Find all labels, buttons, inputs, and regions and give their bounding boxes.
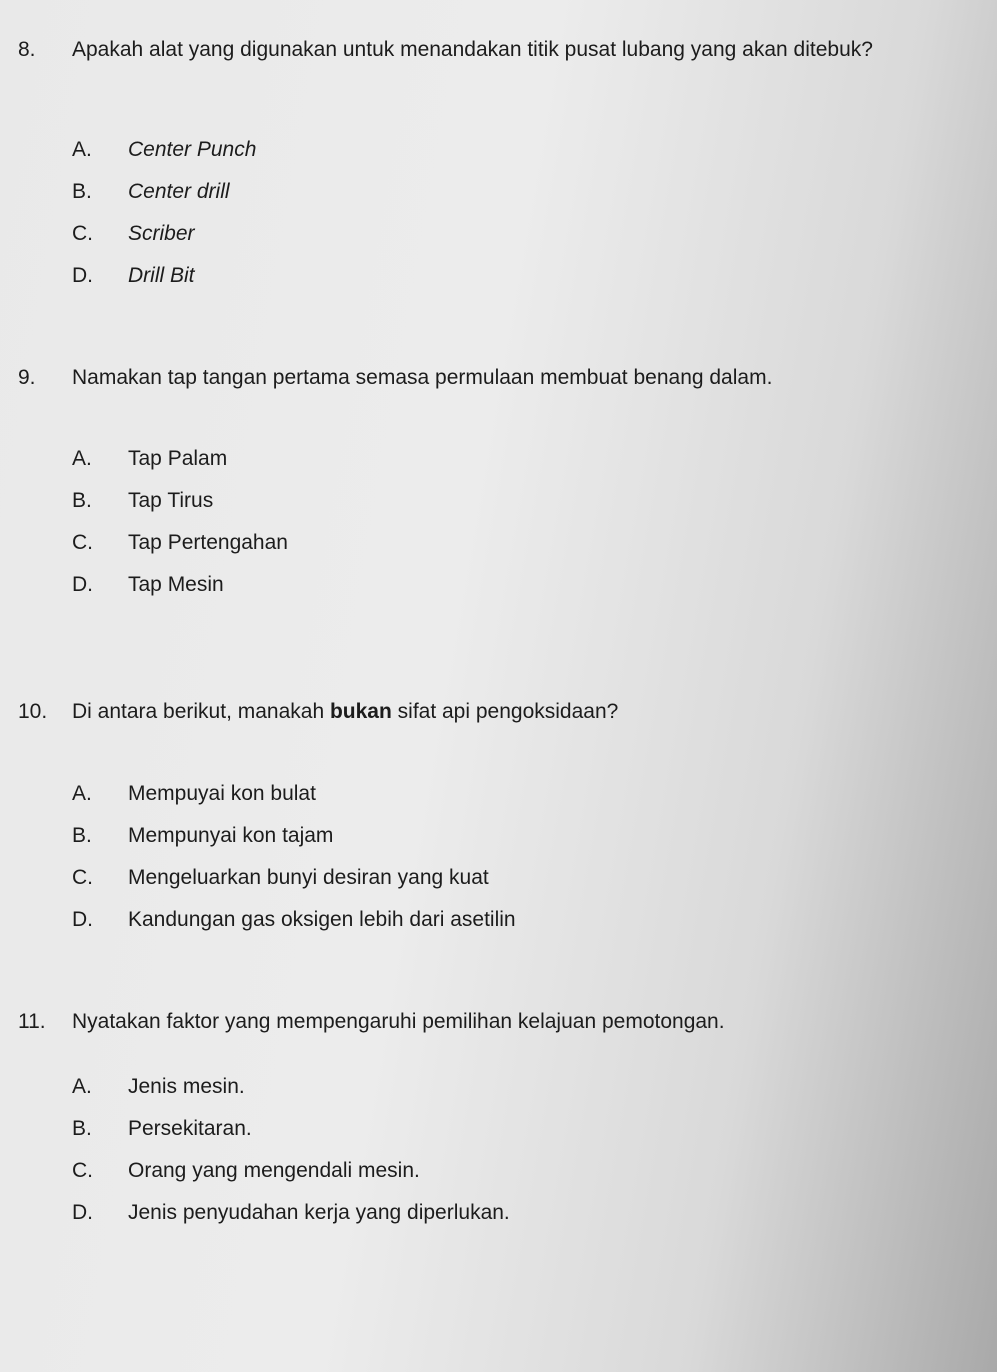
question-9 — [18, 362, 948, 596]
question-8-options — [72, 129, 256, 297]
option-text: Persekitaran. — [128, 1117, 252, 1140]
question-11-stem — [18, 1006, 948, 1038]
option-c[interactable] — [72, 213, 256, 255]
option-c[interactable] — [72, 857, 516, 899]
option-letter: D. — [72, 1201, 93, 1224]
question-10 — [18, 696, 948, 931]
question-number: 10. — [18, 700, 48, 723]
option-text: Kandungan gas oksigen lebih dari asetilin — [128, 908, 516, 931]
question-text-end: sifat api pengoksidaan? — [391, 700, 619, 723]
option-text: Orang yang mengendali mesin. — [128, 1159, 420, 1182]
question-text: Namakan tap tangan pertama semasa permulaan membuat benang dalam. — [72, 366, 773, 389]
option-letter: A. — [72, 1075, 92, 1098]
option-a[interactable] — [72, 773, 516, 815]
option-letter: B. — [72, 489, 92, 512]
question-10-stem — [18, 696, 948, 728]
question-8-stem — [18, 34, 948, 66]
option-letter: A. — [72, 138, 92, 161]
option-text: Drill Bit — [128, 264, 195, 287]
option-letter: C. — [72, 866, 93, 889]
question-text-emphasis: bukan — [329, 700, 392, 723]
option-text: Tap Palam — [128, 447, 228, 470]
option-b[interactable] — [72, 815, 516, 857]
option-text: Center Punch — [128, 138, 257, 161]
option-text: Tap Pertengahan — [128, 531, 288, 554]
question-text: Apakah alat yang digunakan untuk menandakan titik pusat lubang yang akan ditebuk? — [72, 38, 873, 61]
option-letter: C. — [72, 1159, 93, 1182]
option-b[interactable] — [72, 480, 288, 522]
option-text: Scriber — [128, 222, 195, 245]
option-text: Tap Mesin — [128, 573, 224, 596]
question-9-stem — [18, 362, 948, 394]
option-c[interactable] — [72, 1150, 510, 1192]
option-letter: D. — [72, 908, 93, 931]
option-text: Tap Tirus — [128, 489, 214, 512]
option-letter: A. — [72, 782, 92, 805]
option-text: Mempuyai kon bulat — [128, 782, 316, 805]
option-b[interactable] — [72, 171, 256, 213]
option-letter: B. — [72, 824, 92, 847]
question-number: 8. — [18, 38, 36, 61]
option-a[interactable] — [72, 129, 256, 171]
option-c[interactable] — [72, 522, 288, 564]
option-text: Jenis penyudahan kerja yang diperlukan. — [128, 1201, 510, 1224]
option-a[interactable] — [72, 438, 288, 480]
option-d[interactable] — [72, 255, 256, 297]
option-d[interactable] — [72, 564, 288, 606]
option-letter: B. — [72, 1117, 92, 1140]
question-text — [72, 696, 948, 728]
question-number: 9. — [18, 366, 36, 389]
option-d[interactable] — [72, 1192, 510, 1234]
question-10-options — [72, 773, 516, 941]
option-b[interactable] — [72, 1108, 510, 1150]
option-letter: C. — [72, 222, 93, 245]
option-a[interactable] — [72, 1066, 510, 1108]
option-letter: C. — [72, 531, 93, 554]
question-8 — [18, 34, 948, 287]
option-text: Jenis mesin. — [128, 1075, 245, 1098]
question-11 — [18, 1006, 948, 1224]
option-text: Mengeluarkan bunyi desiran yang kuat — [128, 866, 489, 889]
question-number: 11. — [18, 1010, 46, 1033]
question-11-options — [72, 1066, 510, 1234]
question-text: Nyatakan faktor yang mempengaruhi pemilihan kelajuan pemotongan. — [72, 1010, 725, 1033]
option-letter: A. — [72, 447, 92, 470]
option-text: Mempunyai kon tajam — [128, 824, 334, 847]
question-text-start: Di antara berikut, manakah — [72, 700, 330, 723]
option-letter: B. — [72, 180, 92, 203]
option-text: Center drill — [128, 180, 230, 203]
question-9-options — [72, 438, 288, 606]
option-letter: D. — [72, 573, 93, 596]
option-letter: D. — [72, 264, 93, 287]
option-d[interactable] — [72, 899, 516, 941]
